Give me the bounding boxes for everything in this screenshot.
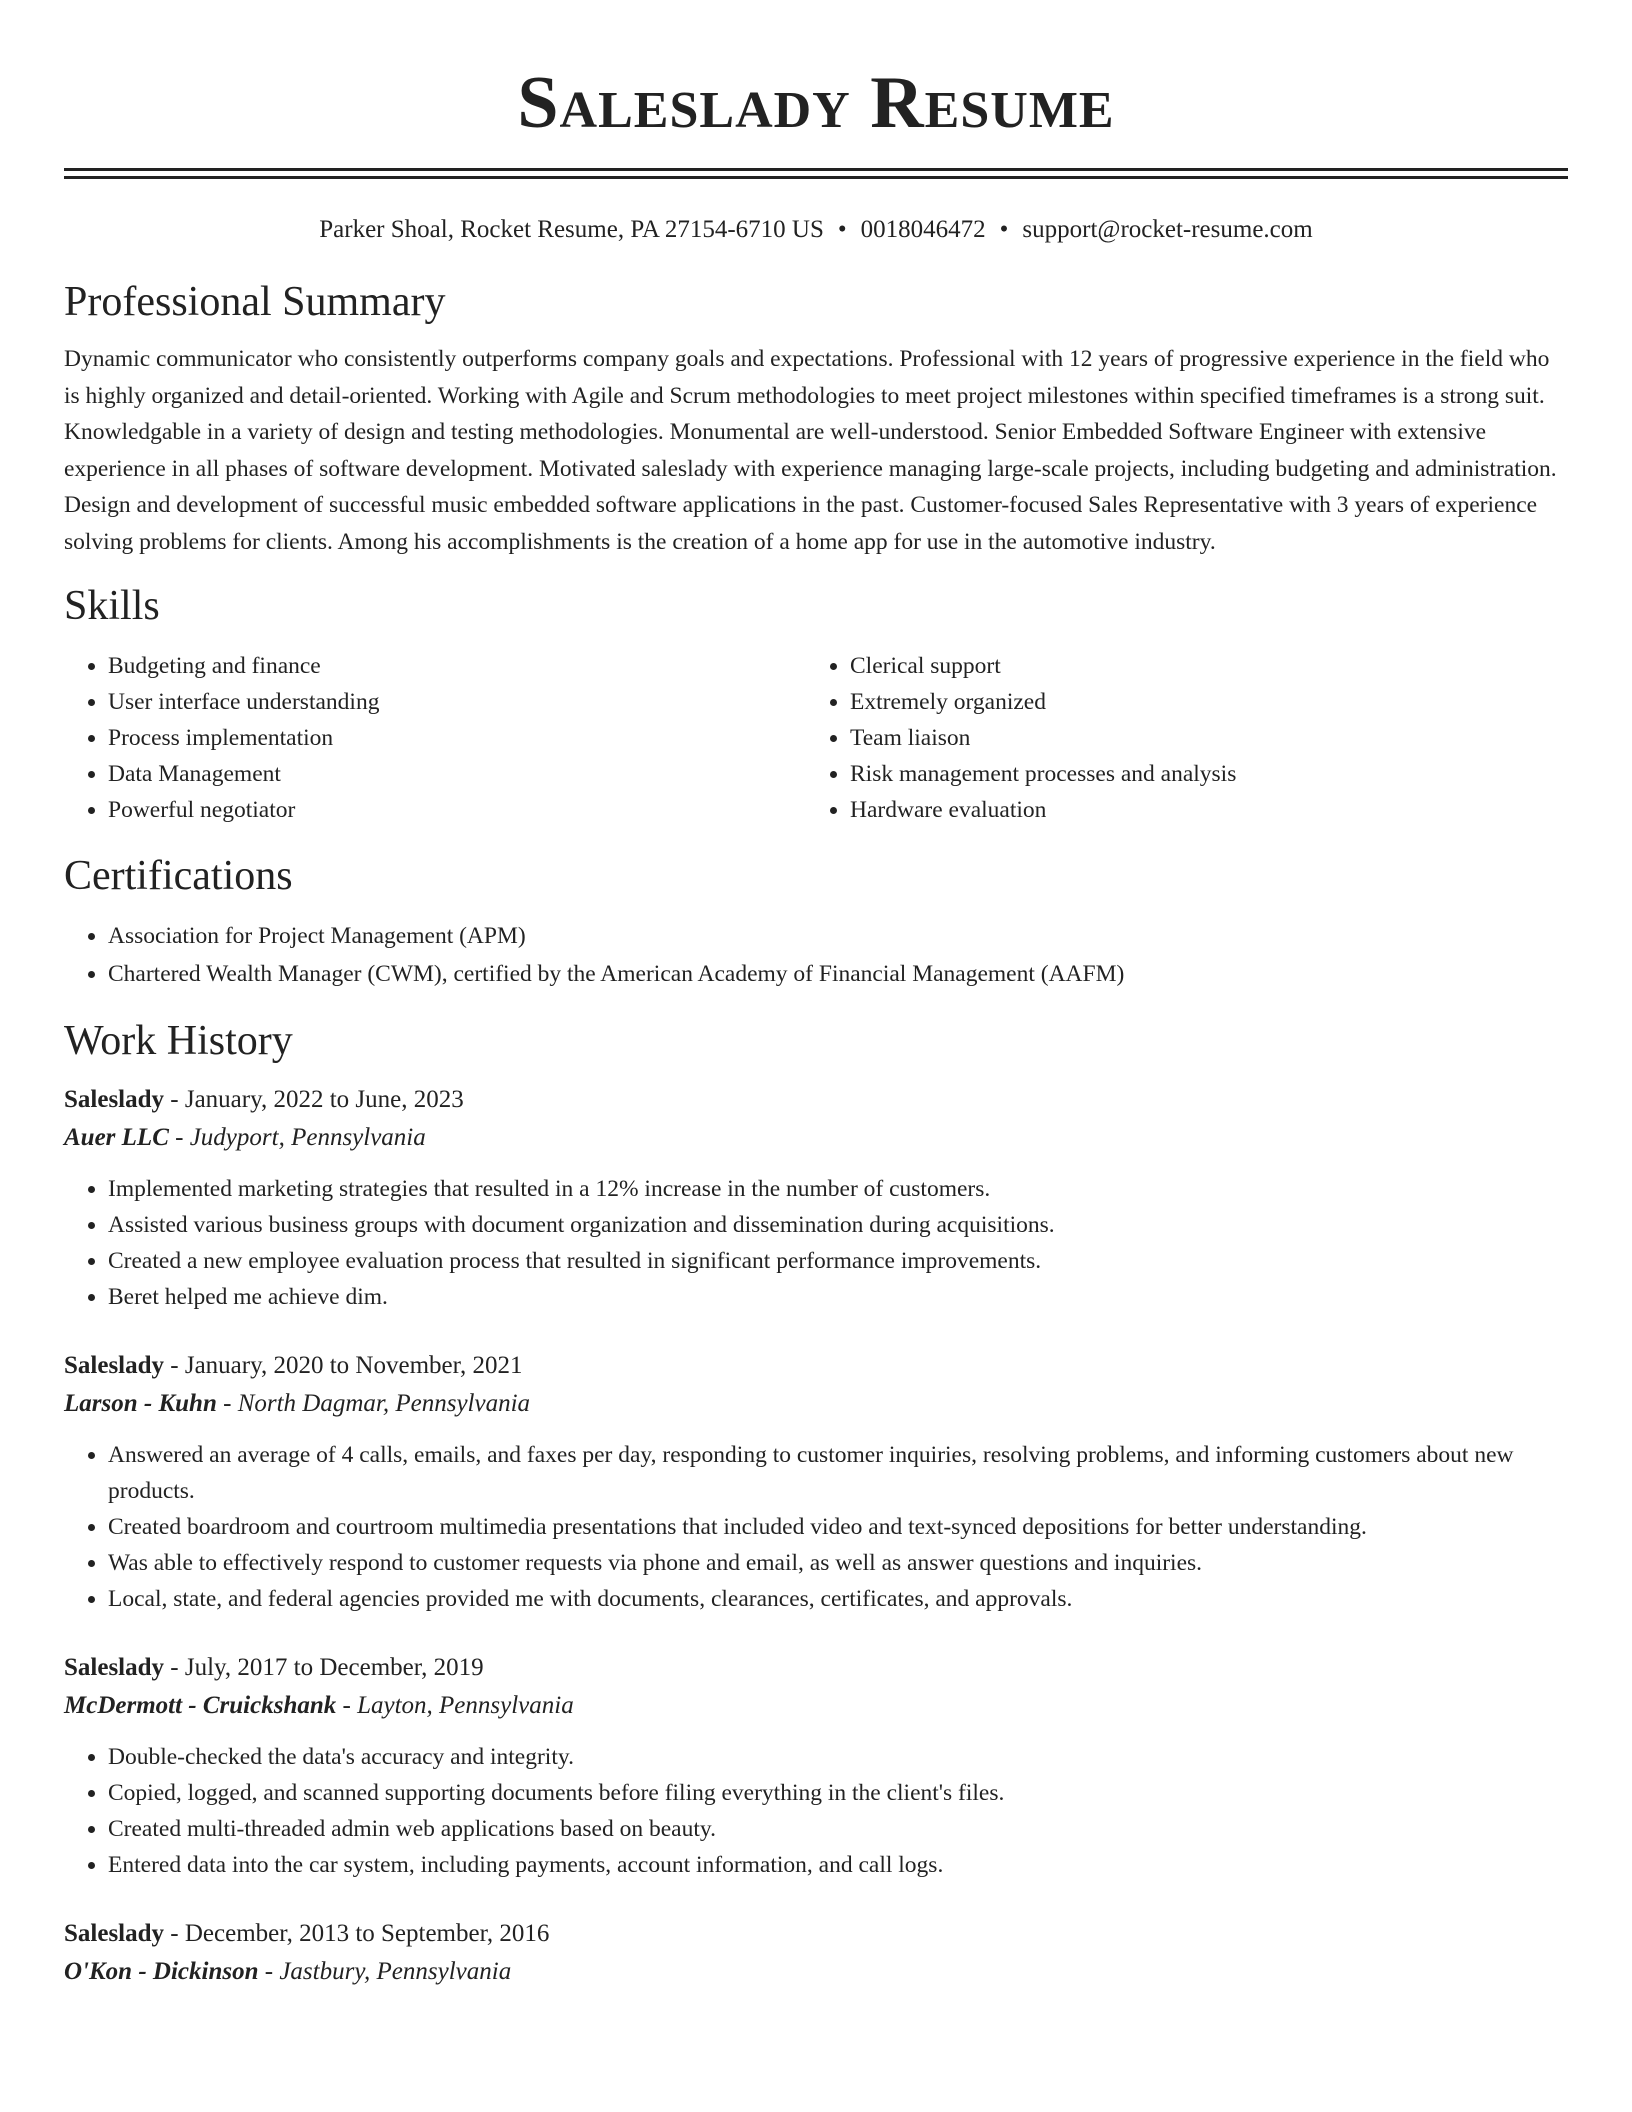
work-history-heading: Work History bbox=[64, 1018, 293, 1064]
job-location: Jastbury, Pennsylvania bbox=[279, 1958, 512, 1985]
title-divider-bottom bbox=[64, 176, 1568, 179]
certifications-list bbox=[64, 917, 1568, 993]
job-bullet: • Implemented marketing strategies that resulted in a 12% increase in the number of customers. bbox=[108, 1171, 1568, 1207]
job-bullet: • Answered an average of 4 calls, emails, and faxes per day, responding to customer inquiries, resolving problems, and informing customers about new products. bbox=[108, 1437, 1568, 1509]
skill-item: • Extremely organized bbox=[850, 684, 1548, 720]
job-company-line: Larson - Kuhn - North Dagmar, Pennsylvania bbox=[64, 1390, 531, 1417]
skills-list bbox=[64, 648, 1568, 828]
job-bullet: • Created boardroom and courtroom multimedia presentations that included video and text-synced depositions for better understanding. bbox=[108, 1509, 1568, 1545]
contact-line bbox=[64, 214, 1568, 246]
job-dates: January, 2022 to June, 2023 bbox=[184, 1086, 464, 1113]
contact-separator: • bbox=[999, 216, 1009, 243]
job-bullet: • Entered data into the car system, including payments, account information, and call logs. bbox=[108, 1847, 1568, 1883]
job-bullets bbox=[64, 1739, 1568, 1883]
job-company: Larson - Kuhn bbox=[64, 1390, 217, 1417]
job-entry bbox=[64, 1347, 1568, 1617]
contact-address: Parker Shoal, Rocket Resume, PA 27154-6710 US bbox=[319, 216, 824, 243]
job-bullet: • Was able to effectively respond to customer requests via phone and email, as well as answer questions and inquiries. bbox=[108, 1545, 1568, 1581]
job-dates: December, 2013 to September, 2016 bbox=[184, 1920, 550, 1947]
job-bullet: • Assisted various business groups with document organization and dissemination during acquisitions. bbox=[108, 1207, 1568, 1243]
job-dates: July, 2017 to December, 2019 bbox=[184, 1654, 484, 1681]
job-title-line: Saleslady - December, 2013 to September, 2016 bbox=[64, 1920, 550, 1947]
summary-text: Dynamic communicator who consistently outperforms company goals and expectations. Professional with 12 years of progressive experience in the field who is highly organized and detail-oriented. Working with Agile and Scrum methodologies to meet project milestones within specified timeframes is a strong suit. Knowledgable in a variety of design and testing methodologies. Monumental are well-understood. Senior Embedded Software Engineer with extensive experience in all phases of software development. Motivated saleslady with experience managing large-scale projects, including budgeting and administration. Design and development of successful music embedded software applications in the past. Customer-focused Sales Representative with 3 years of experience solving problems for clients. Among his accomplishments is the creation of a home app for use in the automotive industry. bbox=[64, 346, 1557, 555]
job-title-line: Saleslady - July, 2017 to December, 2019 bbox=[64, 1654, 484, 1681]
job-company: Auer LLC bbox=[64, 1124, 169, 1151]
job-bullet: • Local, state, and federal agencies provided me with documents, clearances, certificates, and approvals. bbox=[108, 1581, 1568, 1617]
job-company-line: Auer LLC - Judyport, Pennsylvania bbox=[64, 1124, 426, 1151]
resume-title: Saleslady Resume bbox=[517, 62, 1115, 144]
contact-phone: 0018046472 bbox=[860, 216, 986, 243]
job-role: Saleslady bbox=[64, 1086, 165, 1113]
job-role: Saleslady bbox=[64, 1352, 165, 1379]
skills-column-left bbox=[64, 648, 806, 828]
skill-item: • Clerical support bbox=[850, 648, 1548, 684]
job-bullet: • Double-checked the data's accuracy and integrity. bbox=[108, 1739, 1568, 1775]
certification-item: • Association for Project Management (APM) bbox=[108, 917, 1568, 955]
skill-item: • Hardware evaluation bbox=[850, 792, 1548, 828]
skill-item: • Powerful negotiator bbox=[108, 792, 806, 828]
job-title-line: Saleslady - January, 2022 to June, 2023 bbox=[64, 1086, 464, 1113]
job-company-line: McDermott - Cruickshank - Layton, Pennsylvania bbox=[64, 1692, 574, 1719]
job-company-line: O'Kon - Dickinson - Jastbury, Pennsylvania bbox=[64, 1958, 512, 1985]
skills-column-right bbox=[806, 648, 1548, 828]
job-title-line: Saleslady - January, 2020 to November, 2021 bbox=[64, 1352, 523, 1379]
job-location: North Dagmar, Pennsylvania bbox=[237, 1390, 531, 1417]
job-location: Layton, Pennsylvania bbox=[357, 1692, 574, 1719]
contact-separator: • bbox=[837, 216, 847, 243]
skills-heading: Skills bbox=[64, 583, 160, 629]
skill-item: • Team liaison bbox=[850, 720, 1548, 756]
skill-item: • Process implementation bbox=[108, 720, 806, 756]
job-bullets bbox=[64, 1171, 1568, 1315]
job-dates: January, 2020 to November, 2021 bbox=[184, 1352, 523, 1379]
skill-item: • Budgeting and finance bbox=[108, 648, 806, 684]
skill-item: • Risk management processes and analysis bbox=[850, 756, 1548, 792]
job-entry bbox=[64, 1081, 1568, 1315]
job-company: McDermott - Cruickshank bbox=[64, 1692, 337, 1719]
job-bullets bbox=[64, 1437, 1568, 1617]
job-bullet: • Beret helped me achieve dim. bbox=[108, 1279, 1568, 1315]
job-role: Saleslady bbox=[64, 1654, 165, 1681]
job-entry bbox=[64, 1649, 1568, 1883]
certification-item: • Chartered Wealth Manager (CWM), certified by the American Academy of Financial Management (AAFM) bbox=[108, 955, 1568, 993]
job-bullet: • Copied, logged, and scanned supporting documents before filing everything in the client's files. bbox=[108, 1775, 1568, 1811]
contact-email: support@rocket-resume.com bbox=[1022, 216, 1313, 243]
job-bullet: • Created a new employee evaluation process that resulted in significant performance improvements. bbox=[108, 1243, 1568, 1279]
certifications-heading: Certifications bbox=[64, 853, 293, 899]
job-company: O'Kon - Dickinson bbox=[64, 1958, 259, 1985]
job-role: Saleslady bbox=[64, 1920, 165, 1947]
summary-heading: Professional Summary bbox=[64, 279, 446, 325]
skill-item: • Data Management bbox=[108, 756, 806, 792]
job-bullet: • Created multi-threaded admin web applications based on beauty. bbox=[108, 1811, 1568, 1847]
job-location: Judyport, Pennsylvania bbox=[189, 1124, 426, 1151]
skill-item: • User interface understanding bbox=[108, 684, 806, 720]
job-entry bbox=[64, 1915, 1568, 1991]
